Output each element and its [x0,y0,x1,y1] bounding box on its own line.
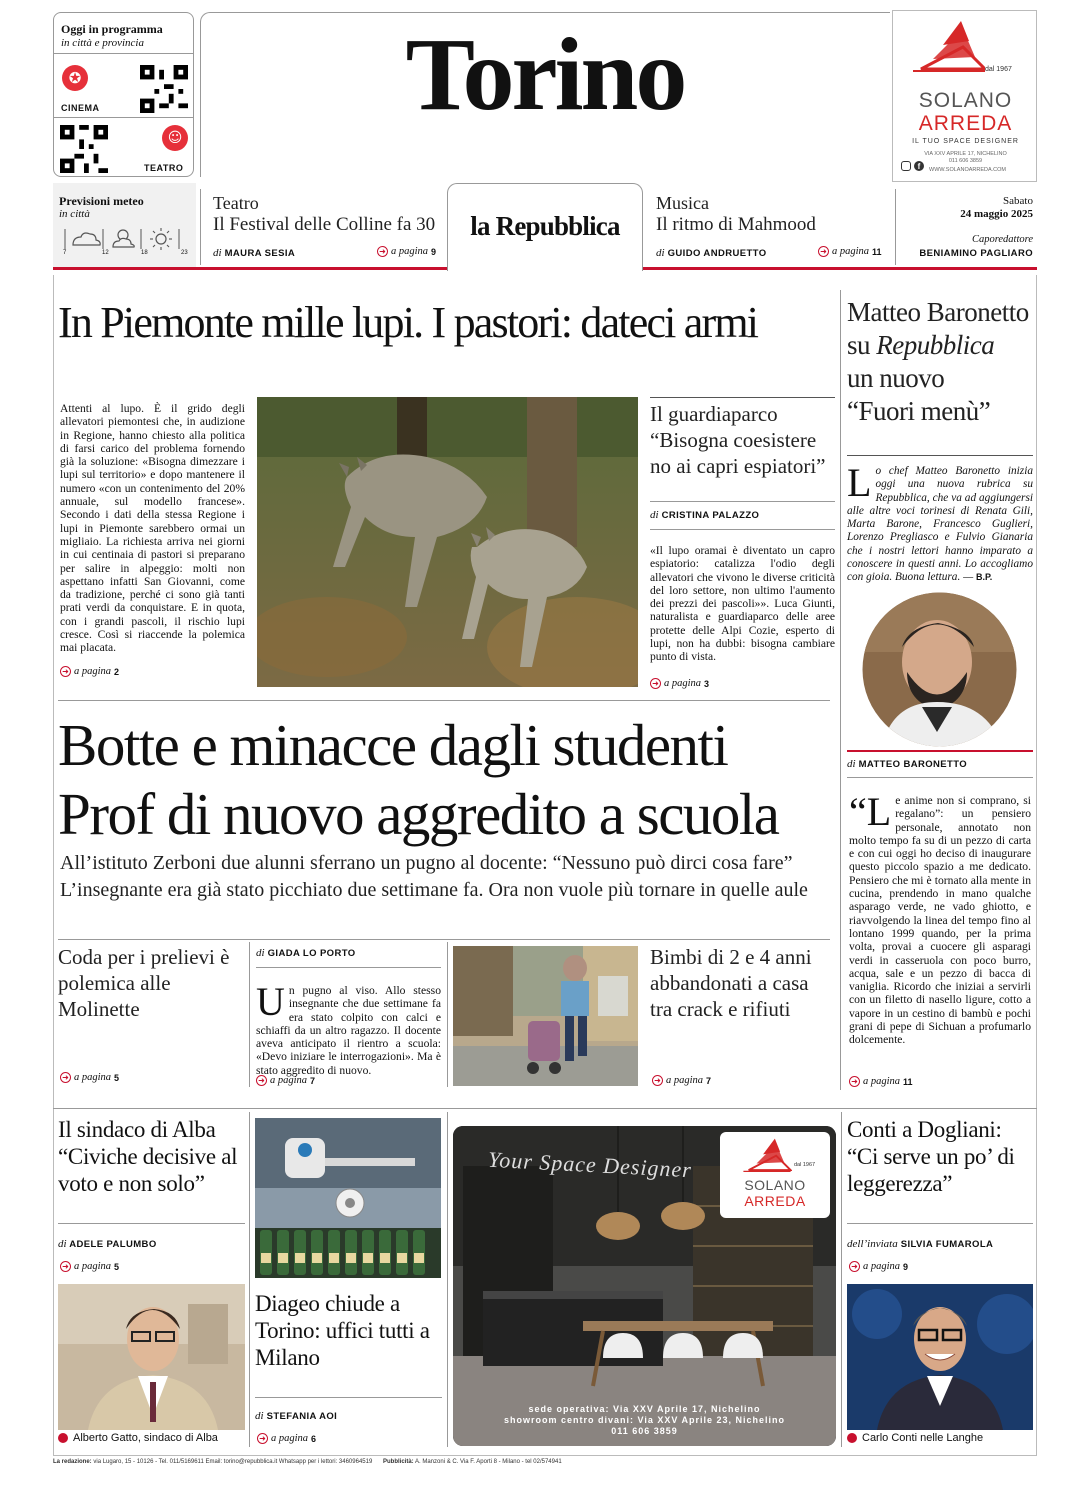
date-role: Caporedattore [971,234,1033,245]
ad-top-since: dal 1967 [985,66,1012,73]
prof-body: Un pugno al viso. Allo stesso insegnante che due settimane fa era stato colpito con calci e schiaffi da un altro ragazzo. Il docente aveva anticipato il rientro a scuola: «Devo iniziare le interrogazioni». Ma è stato aggredito di nuovo. [256,979,441,1077]
diageo-teaser[interactable] [255,1112,442,1452]
arrow-right-icon: ➜ [60,1072,71,1083]
teatro-icon[interactable]: ☺ [162,125,188,151]
lupi-side-title[interactable]: Il guardiaparco “Bisogna coesistere no ai capri espiatori” [650,402,826,478]
bimbi-teaser[interactable] [650,942,835,1092]
ad-big-brand1: SOLANO [744,1177,806,1193]
ad-line-3: 011 606 3859 [611,1426,678,1436]
musica-page-ref[interactable]: ➜ a pagina 11 [818,246,882,257]
alba-byline: di ADELE PALUMBO [58,1238,157,1250]
arrow-right-icon: ➜ [652,1075,663,1086]
alba-teaser[interactable] [58,1112,245,1452]
baronetto-page-ref[interactable]: ➜ a pagina 11 [849,1076,913,1087]
baronetto-byline-rule-2 [847,777,1033,778]
baronetto-title[interactable] [847,296,1037,428]
arrow-right-icon: ➜ [818,246,829,257]
teatro-qr-icon[interactable] [60,125,108,173]
ad-top-brand2: ARREDA [918,112,1013,135]
arrow-right-icon: ➜ [256,1075,267,1086]
teatro-title[interactable]: Il Festival delle Colline fa 30 [213,214,436,235]
ad-logo-box[interactable] [720,1132,830,1218]
main-frame-right [1036,275,1037,1455]
arrow-right-icon: ➜ [377,246,388,257]
lupi-side-page-ref[interactable]: ➜ a pagina 3 [650,678,709,689]
arrow-right-icon: ➜ [60,1261,71,1272]
arrow-right-icon: ➜ [60,666,71,677]
baronetto-title-line: un nuovo [847,363,945,393]
instagram-icon[interactable] [901,161,911,171]
prof-byline-rule [256,967,441,968]
row3-divider [447,942,448,1087]
repubblica-logo[interactable]: la Repubblica [470,211,620,241]
bimbi-page-ref[interactable]: ➜ a pagina 7 [652,1075,711,1086]
date-day: Sabato [1003,195,1033,207]
baronetto-intro-rule [847,455,1033,456]
musica-teaser[interactable] [656,183,886,267]
column-divider-right [840,290,841,1090]
bottom-divider [841,1112,842,1447]
alba-photo [58,1284,245,1430]
ad-top-web[interactable]: WWW.SOLANOARREDA.COM [929,167,1007,173]
program-divider [54,53,193,54]
diageo-photo [255,1118,441,1278]
solano-logo-icon [913,17,985,75]
arrow-right-icon: ➜ [849,1076,860,1087]
lupi-side-body: «Il lupo oramai è diventato un capro espiatorio: catalizza l'odio degli allevatori che vivono le diverse criticità del loro settore, non ultimo l'aumento dei prezzi dei pascoli»». Luca Giunti, naturalista e guardiaparco delle aree protette delle Alpi Cozie, esperto di lupi, non ha dubbi: bisogna cambiare punto di vista. [650,544,835,664]
lupi-side-topline [650,397,835,398]
footer-pubblicita: Pubblicità: A. Manzoni & C. Via F. Aporti 8 - Milano - tel 02/574941 [383,1459,562,1465]
program-title: Oggi in programma [61,22,163,36]
bottom-advert[interactable] [453,1126,836,1446]
lupi-side-rule-2 [650,529,835,530]
cinema-icon[interactable]: ✪ [62,65,88,91]
ad-top-phone: 011 606 3859 [948,158,983,164]
lupi-side[interactable] [650,397,835,697]
lupi-headline[interactable]: In Piemonte mille lupi. I pastori: dateci armi [58,298,758,347]
lupi-bottom-rule [58,700,830,701]
meteo-title: Previsioni meteo [59,194,144,208]
facebook-icon[interactable]: f [914,161,924,171]
program-subtitle: in città e provincia [61,37,144,49]
teatro-label[interactable]: TEATRO [144,163,184,173]
program-box [53,12,194,177]
weather-icons [61,223,191,255]
prof-byline: di GIADA LO PORTO [256,947,356,959]
teatro-byline: di MAURA SESIA [213,247,296,259]
baronetto-body: “Le anime non si comprano, si regalano”: un pensiero personale, annotato non molto tempo fa su di un pezzo di carta e con cui oggi ho deciso di inaugurare questo piccolo spazio a me dedicato. Pensiero che mi è tornato alla mente in cucina, prendendo in mano qualche asparago verde, ne vado ghiotto, e riavvolgendo la linea del tempo fino al lontano 1999 quando, per la prima volta, provai a cuocere gli asparagi verdi in casseruola con poco burro, acqua, sale e un pezzo di bacca di vaniglia. Ricordo che iniziai a servirli con un filetto di nasello ligure, cotto a vapore in un cestino di bambù e pochi grani di pepe di Sichuan a profumarlo dolcemente. [849,789,1031,1047]
ad-big-brand2: ARREDA [744,1193,806,1209]
baronetto-byline-rule [847,750,1033,752]
strip-divider [200,189,201,265]
meteo-box [53,183,196,267]
arrow-right-icon: ➜ [257,1433,268,1444]
bottom-divider [249,1112,250,1447]
alba-rule [58,1223,245,1224]
solano-logo-icon [742,1136,792,1174]
main-frame-left [53,275,54,1455]
musica-section: Musica [656,193,709,213]
molinette-page-ref[interactable]: ➜ a pagina 5 [60,1072,119,1083]
footer-redazione: La redazione: via Lugaro, 15 - 10126 - Tel. 011/5169611 Email: torino@repubblica.it Whatsapp per i lettori: 3460964519 [53,1459,373,1465]
ad-script: Your Space Designer [487,1146,693,1183]
baronetto-intro: Lo chef Matteo Baronetto inizia oggi una nuova rubrica su Repubblica, che va ad aggiungersi alle altre voci torinesi di Renata Gili, Marta Barone, Francesco Guglieri, Lorenzo Pregliasco e Fulvio Gianaria che i nostri lettori hanno imparato a conoscere in questi anni. Lo accogliamo con gioia. Buona lettura. — B.P. [847,460,1033,584]
caption-dot-icon [58,1433,68,1443]
meteo-hour: 23 [181,250,188,256]
footer-line [53,1455,1037,1456]
teatro-page-ref[interactable]: ➜ a pagina 9 [377,246,436,257]
teatro-section: Teatro [213,193,259,213]
alba-title[interactable]: Il sindaco di Alba “Civiche decisive al voto e non solo” [58,1117,238,1196]
prof-subhead-2: L’insegnante era già stato picchiato due settimane fa. Ora non vuole più tornare in quelle aule [60,879,808,901]
baronetto-column[interactable] [847,290,1033,1090]
dogliani-title[interactable]: Conti a Dogliani: “Ci serve un po’ di leggerezza” [847,1117,1015,1196]
dogliani-page-ref[interactable]: ➜ a pagina 9 [849,1261,908,1272]
dogliani-teaser[interactable] [847,1112,1033,1452]
molinette-title[interactable]: Coda per i prelievi è polemica alle Molinette [58,945,230,1021]
date-box [899,183,1033,267]
arrow-right-icon: ➜ [849,1261,860,1272]
diageo-title[interactable]: Diageo chiude a Torino: uffici tutti a Milano [255,1291,430,1370]
baronetto-portrait [862,592,1017,747]
lupi-body: Attenti al lupo. È il grido degli allevatori piemontesi che, in audizione in Regione, hanno chiesto alla politica di farsi carico del problema fornendo già la soluzione: «Bisogna dimezzare i lupi sul territorio» e dopo mantenere il numero «con un contenimento del 20% annuale, sul modello francese». Secondo i dati della stessa Regione i lupi in Piemonte sarebbero ormai un migliaio. La richiesta arriva nei giorni in cui centinaia di pastori si preparano per salire in alpeggio: molti non aspettano infatti San Giovanni, come da tradizione, perché ci sono già tanti prati verdi da conquistare. E in quota, con i grandi pascoli, il rischio lupi cresce. Così si riaccende la polemica mai placata. [60,402,245,655]
meteo-subtitle: in città [59,208,90,220]
strip [53,183,1037,271]
program-divider-2 [54,117,193,118]
ad-line-2: showroom centro divani: Via XXV Aprile 23, Nichelino [503,1415,786,1425]
dogliani-rule [847,1223,1033,1224]
prof-subhead-1: All’istituto Zerboni due alunni sferrano un pugno al docente: “Nessuno può dirci cosa fare” [60,852,793,874]
baronetto-title-line: Matteo Baronetto [847,297,1029,327]
strip-divider [895,189,896,265]
lupi-side-rule [650,501,835,502]
teatro-teaser[interactable] [213,183,443,267]
prof-headline-1[interactable]: Botte e minacce dagli studenti [58,712,728,778]
date-full: 24 maggio 2025 [960,208,1033,220]
caption-dot-icon [847,1433,857,1443]
ad-big-since: dal 1967 [794,1162,816,1168]
prof-page-ref[interactable]: ➜ a pagina 7 [256,1075,315,1086]
wolves-photo [257,397,638,687]
ad-top-address: VIA XXV APRILE 17, NICHELINO [924,151,1007,157]
meteo-hour: 7 [63,250,67,256]
prof-article[interactable] [256,942,441,1092]
meteo-hour: 12 [102,250,109,256]
dogliani-caption: Carlo Conti nelle Langhe [847,1432,983,1444]
dogliani-byline: dell’inviata SILVIA FUMAROLA [847,1238,994,1250]
dogliani-photo [847,1284,1033,1430]
ad-top-brand1: SOLANO [918,89,1013,112]
musica-byline: di GUIDO ANDRUETTO [656,247,767,259]
top-advert[interactable] [892,10,1037,182]
baronetto-title-line: su Repubblica [847,330,995,360]
diageo-byline: di STEFANIA AOI [255,1410,338,1422]
ad-line-1: sede operativa: Via XXV Aprile 17, Nichelino [528,1404,761,1414]
molinette-teaser[interactable] [58,942,243,1092]
meteo-hour: 18 [141,250,148,256]
baronetto-byline: di MATTEO BARONETTO [847,758,968,770]
bottom-topline [53,1108,1037,1109]
lupi-side-byline: di CRISTINA PALAZZO [650,509,760,521]
masthead-title[interactable]: Torino [405,17,685,132]
musica-title[interactable]: Il ritmo di Mahmood [656,214,816,235]
arrow-right-icon: ➜ [650,678,661,689]
row3-topline [58,939,830,940]
alba-page-ref[interactable]: ➜ a pagina 5 [60,1261,119,1272]
row3-divider [249,942,250,1087]
diageo-rule [255,1397,442,1398]
date-name: BENIAMINO PAGLIARO [919,248,1033,259]
ad-top-tagline: IL TUO SPACE DESIGNER [912,138,1019,145]
baronetto-title-line: “Fuori menù” [847,396,991,426]
alba-caption: Alberto Gatto, sindaco di Alba [58,1432,218,1444]
bimbi-title[interactable]: Bimbi di 2 e 4 anni abbandonati a casa tra crack e rifiuti [650,945,812,1021]
lupi-page-ref[interactable]: ➜ a pagina 2 [60,666,119,677]
bottom-divider [447,1112,448,1447]
diageo-page-ref[interactable]: ➜ a pagina 6 [257,1433,316,1444]
bimbi-photo [453,946,638,1086]
cinema-qr-icon[interactable] [140,65,188,113]
prof-headline-2[interactable]: Prof di nuovo aggredito a scuola [58,781,779,847]
cinema-label[interactable]: CINEMA [61,103,100,113]
